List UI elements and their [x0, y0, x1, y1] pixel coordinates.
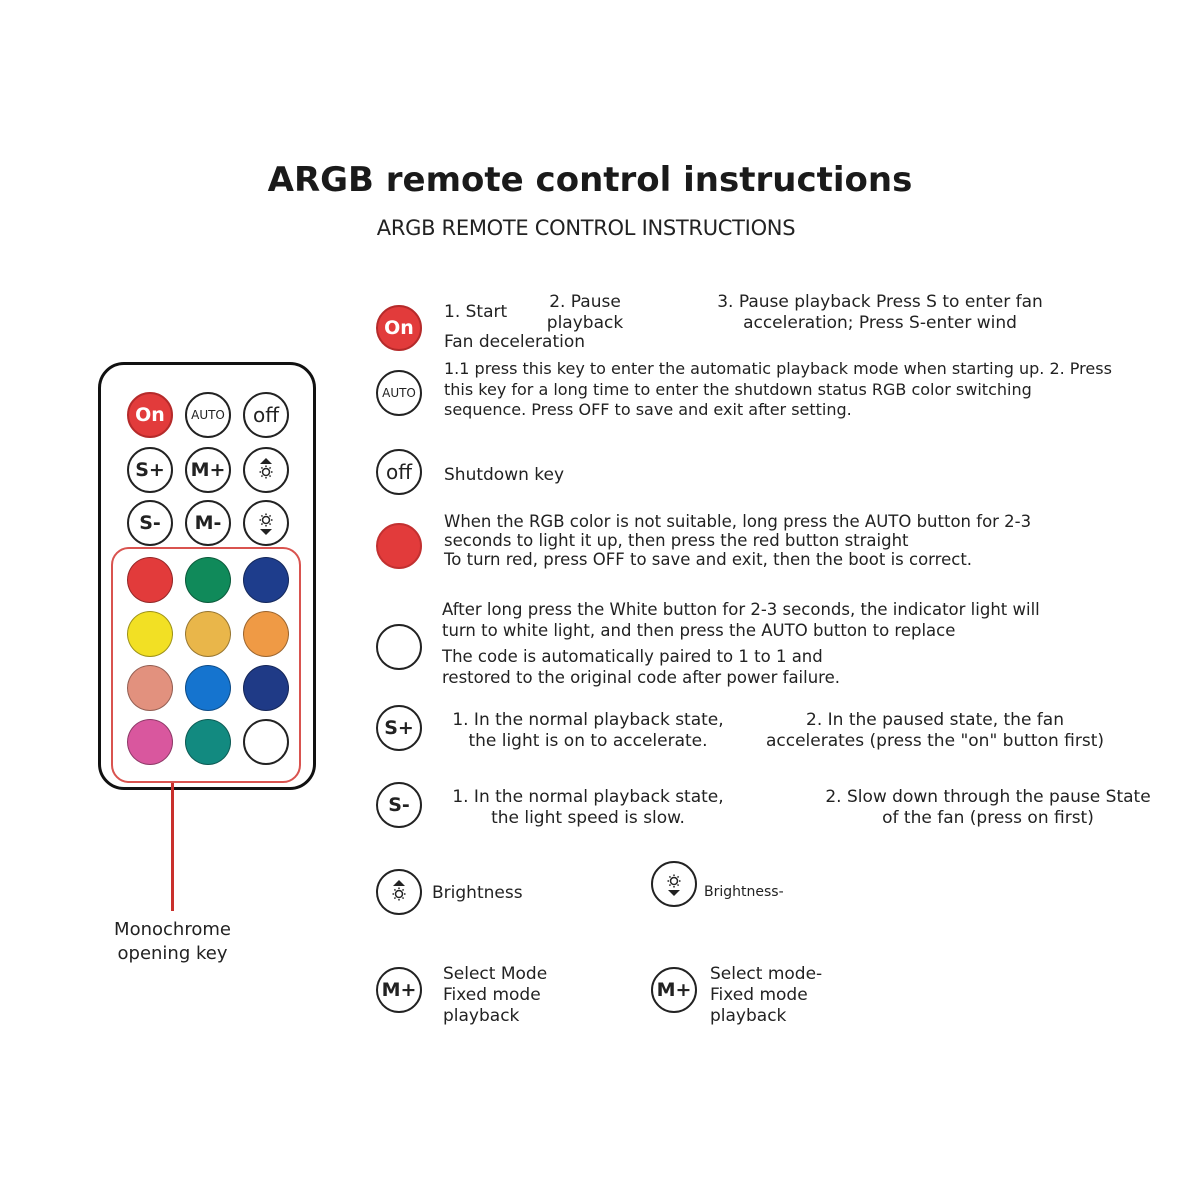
auto-line-2: this key for a long time to enter the shutdown status RGB color switching — [444, 379, 1032, 399]
m-minus-line-2: Fixed mode — [710, 985, 808, 1005]
remote-s-plus-key: S+ — [127, 447, 173, 493]
s-minus-b-line-2: of the fan (press on first) — [882, 808, 1094, 828]
remote-brightness-up-key — [243, 447, 289, 493]
m-minus-description — [710, 964, 822, 1027]
white-key-icon — [376, 624, 422, 670]
m-plus-description — [443, 964, 547, 1027]
auto-key-icon: AUTO — [376, 370, 422, 416]
white-line-1: After long press the White button for 2-3 seconds, the indicator light will — [442, 600, 1040, 619]
s-plus-b-line-2: accelerates (press the "on" button first) — [765, 731, 1104, 751]
s-plus-a-line-1: 1. In the normal playback state, — [452, 710, 724, 730]
red-line-3: To turn red, press OFF to save and exit, then the boot is correct. — [444, 550, 973, 569]
callout-line-1: Monochrome — [114, 919, 231, 940]
color-swatch-yellow — [127, 611, 173, 657]
on-pause-line-2: playback — [546, 313, 624, 333]
red-description — [444, 512, 1031, 569]
m-plus-line-3: playback — [443, 1006, 520, 1026]
m-minus-line-1: Select mode- — [710, 964, 823, 984]
on-pause-playback-text — [685, 292, 1075, 334]
brightness-up-key-icon — [376, 869, 422, 915]
s-plus-key-icon: S+ — [376, 705, 422, 751]
color-swatch-white — [243, 719, 289, 765]
red-key-icon — [376, 523, 422, 569]
white-description-a — [442, 599, 1040, 641]
s-minus-description-a — [438, 787, 738, 829]
m-plus-line-1: Select Mode — [443, 964, 548, 984]
on-pause-line-1: 2. Pause — [549, 292, 621, 312]
on-start-text: 1. Start — [444, 302, 508, 322]
s-plus-description-b — [750, 710, 1120, 752]
red-line-1: When the RGB color is not suitable, long press the AUTO button for 2-3 — [444, 512, 1032, 531]
color-swatch-red — [127, 557, 173, 603]
color-swatch-salmon — [127, 665, 173, 711]
on-pause-text — [530, 292, 640, 334]
callout-line — [171, 783, 174, 911]
on-key-icon: On — [376, 305, 422, 351]
brightness-down-text: Brightness- — [704, 884, 784, 900]
callout-text — [90, 918, 255, 966]
color-swatch-orange — [243, 611, 289, 657]
page-subtitle: ARGB REMOTE CONTROL INSTRUCTIONS — [376, 216, 796, 240]
color-swatch-dark-blue — [243, 665, 289, 711]
callout-line-2: opening key — [117, 943, 228, 964]
brightness-up-text: Brightness — [432, 883, 523, 903]
auto-line-1: 1.1 press this key to enter the automatic playback mode when starting up. 2. Press — [444, 359, 1112, 378]
red-line-2: seconds to light it up, then press the red button straight — [444, 531, 909, 550]
off-description: Shutdown key — [444, 465, 565, 485]
white-line-3: The code is automatically paired to 1 to 1 and — [442, 647, 823, 666]
s-minus-a-line-2: the light speed is slow. — [491, 808, 685, 828]
s-minus-b-line-1: 2. Slow down through the pause State — [825, 787, 1151, 807]
remote-off-key: off — [243, 392, 289, 438]
m-minus-line-3: playback — [710, 1006, 787, 1026]
white-description-b — [442, 646, 840, 688]
on-pause-playback-line-1: 3. Pause playback Press S to enter fan — [717, 292, 1043, 312]
off-key-icon: off — [376, 449, 422, 495]
s-plus-a-line-2: the light is on to accelerate. — [468, 731, 708, 751]
remote-m-minus-key: M- — [185, 500, 231, 546]
remote-m-plus-key: M+ — [185, 447, 231, 493]
m-plus-key-icon: M+ — [376, 967, 422, 1013]
brightness-down-key-icon — [651, 861, 697, 907]
brightness-down-icon — [251, 508, 281, 538]
brightness-up-icon — [384, 877, 414, 907]
color-swatch-teal — [185, 719, 231, 765]
color-swatch-green — [185, 557, 231, 603]
s-minus-key-icon: S- — [376, 782, 422, 828]
brightness-down-icon — [659, 869, 689, 899]
m-minus-key-icon: M+ — [651, 967, 697, 1013]
s-minus-description-b — [808, 787, 1168, 829]
auto-description — [444, 359, 1112, 421]
auto-line-3: sequence. Press OFF to save and exit after setting. — [444, 400, 852, 419]
m-plus-line-2: Fixed mode — [443, 985, 541, 1005]
remote-brightness-down-key — [243, 500, 289, 546]
remote-auto-key: AUTO — [185, 392, 231, 438]
s-plus-b-line-1: 2. In the paused state, the fan — [806, 710, 1064, 730]
on-fan-deceleration-text: Fan deceleration — [444, 332, 586, 352]
s-minus-a-line-1: 1. In the normal playback state, — [452, 787, 724, 807]
color-swatch-blue — [185, 665, 231, 711]
white-line-2: turn to white light, and then press the AUTO button to replace — [442, 621, 956, 640]
white-line-4: restored to the original code after power failure. — [442, 668, 840, 687]
page-title: ARGB remote control instructions — [267, 160, 913, 200]
on-pause-playback-line-2: acceleration; Press S-enter wind — [743, 313, 1017, 333]
color-swatch-gold — [185, 611, 231, 657]
brightness-up-icon — [251, 455, 281, 485]
color-swatch-navy — [243, 557, 289, 603]
color-swatch-pink — [127, 719, 173, 765]
remote-s-minus-key: S- — [127, 500, 173, 546]
remote-on-key: On — [127, 392, 173, 438]
s-plus-description-a — [438, 710, 738, 752]
